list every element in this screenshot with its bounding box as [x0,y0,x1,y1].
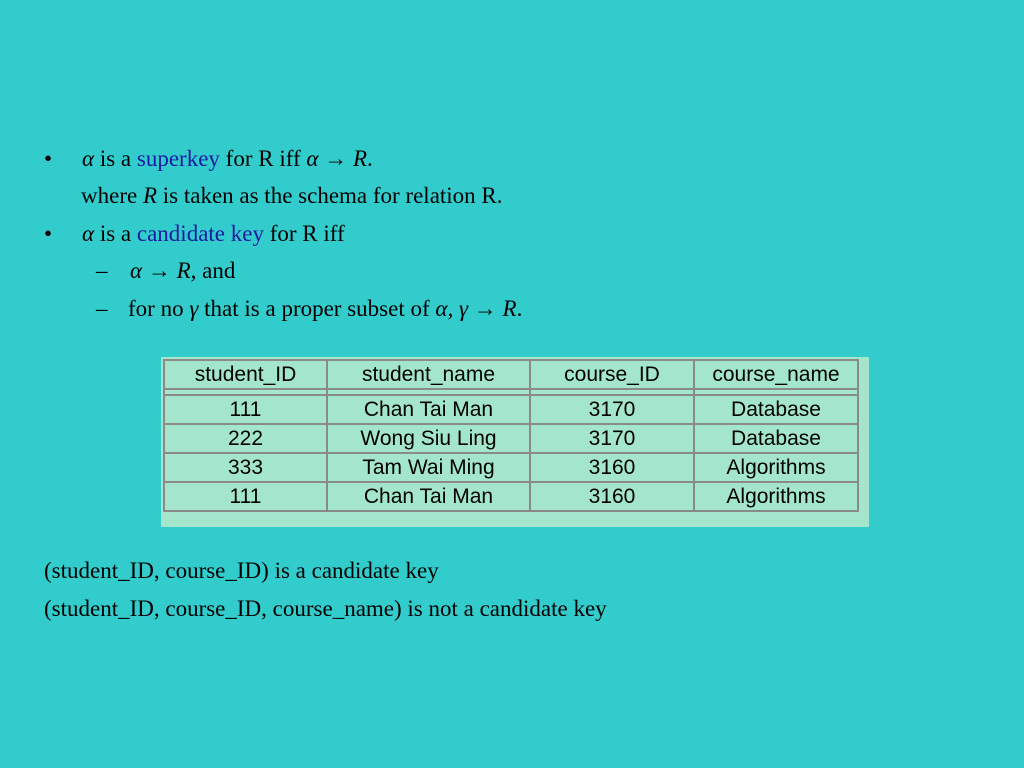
text: . [516,296,523,321]
superkey-term: superkey [136,146,220,171]
enrollment-table-container [161,357,869,527]
superkey-definition [82,145,373,173]
cell-course-id: 3170 [530,395,694,424]
alpha-symbol: α [306,146,319,171]
bullet-marker: • [44,146,53,171]
alpha-symbol: α [130,258,143,283]
text: for R iff [219,146,307,171]
alpha-symbol: α [82,146,95,171]
gamma-symbol: γ [189,296,199,321]
condition-2 [128,295,522,323]
cell-student-name: Chan Tai Man [327,395,530,424]
enrollment-table [163,359,859,512]
dash-marker: – [96,258,108,283]
text: is taken as the schema for relation R. [157,183,503,208]
header-student-id: student_ID [164,360,327,389]
cell-course-id: 3160 [530,453,694,482]
alpha-symbol: α, [435,296,454,321]
text: where [81,183,143,208]
table-header-row [164,360,858,389]
cell-course-name: Database [694,424,858,453]
cell-student-name: Chan Tai Man [327,482,530,511]
cell-course-name: Database [694,395,858,424]
text: is a [94,146,137,171]
dash-marker: – [96,296,108,321]
header-course-id: course_ID [530,360,694,389]
cell-student-id: 111 [164,482,327,511]
schema-note [81,182,503,210]
arrow-symbol: → [468,296,503,321]
cell-course-id: 3160 [530,482,694,511]
cell-course-name: Algorithms [694,482,858,511]
text: for R iff [263,221,345,246]
text: for no [128,296,190,321]
cell-student-name: Tam Wai Ming [327,453,530,482]
cell-student-id: 111 [164,395,327,424]
table-row [164,424,858,453]
table-row [164,453,858,482]
header-student-name: student_name [327,360,530,389]
cell-course-name: Algorithms [694,453,858,482]
arrow-symbol: → [318,146,353,171]
table-row [164,482,858,511]
text: that is a proper subset of [198,296,436,321]
relation-r: R [502,296,517,321]
header-course-name: course_name [694,360,858,389]
cell-student-name: Wong Siu Ling [327,424,530,453]
bullet-marker: • [44,221,53,246]
gamma-symbol: γ [453,296,469,321]
cell-student-id: 222 [164,424,327,453]
text: . [367,146,373,171]
relation-r: R [176,258,191,283]
candidate-key-note: (student_ID, course_ID) is a candidate key [44,558,439,583]
text: is a [94,221,137,246]
not-candidate-key-note: (student_ID, course_ID, course_name) is not a candidate key [44,596,607,621]
relation-r: R [352,146,368,171]
relation-r: R [142,183,157,208]
cell-student-id: 333 [164,453,327,482]
arrow-symbol: → [142,258,177,283]
table-row [164,395,858,424]
candidate-key-term: candidate key [136,221,264,246]
alpha-symbol: α [82,221,95,246]
cell-course-id: 3170 [530,424,694,453]
candidate-key-definition [82,220,345,248]
condition-1 [130,257,235,285]
text: , and [190,258,236,283]
